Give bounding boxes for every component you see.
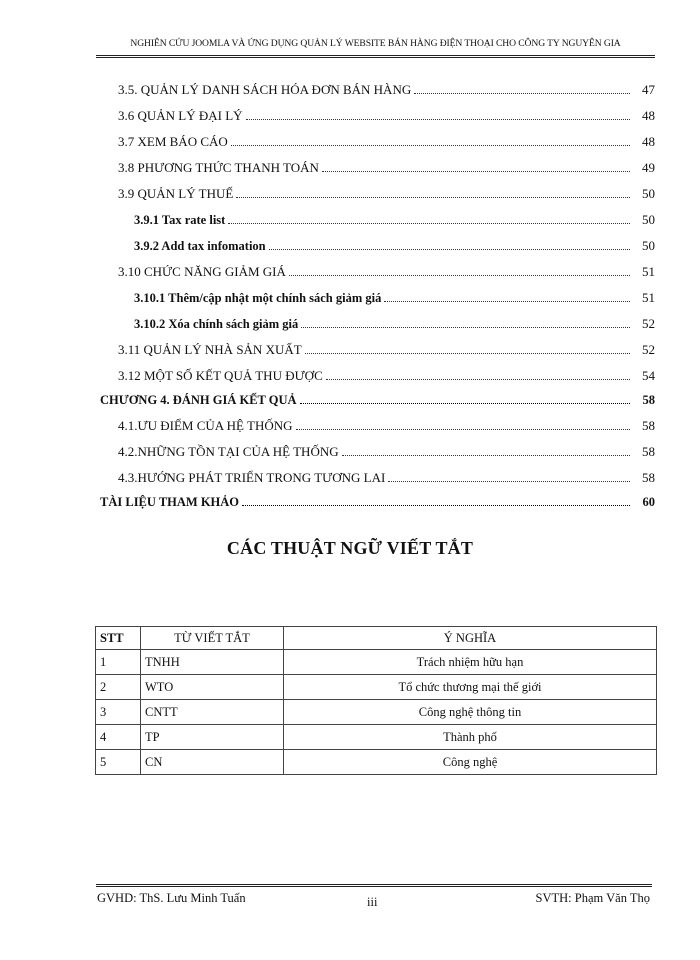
toc-entry-text: 3.11 QUẢN LÝ NHÀ SẢN XUẤT xyxy=(118,342,302,357)
cell-meaning: Công nghệ xyxy=(284,750,657,775)
toc-entry-4-2[interactable] xyxy=(118,442,655,460)
toc-entry-3-6[interactable] xyxy=(118,106,655,124)
toc-entry-page: 58 xyxy=(642,470,655,485)
toc-entry-page: 60 xyxy=(642,495,655,509)
toc-entry-page: 51 xyxy=(642,264,655,279)
toc-entry-text: 4.1.ƯU ĐIỂM CỦA HỆ THỐNG xyxy=(118,418,293,433)
table-row xyxy=(96,650,657,675)
toc-leader xyxy=(289,274,630,276)
toc-leader xyxy=(326,378,630,380)
cell-meaning: Trách nhiệm hữu hạn xyxy=(284,650,657,675)
toc-entry-text: 3.8 PHƯƠNG THỨC THANH TOÁN xyxy=(118,160,319,175)
footer-student: SVTH: Phạm Văn Thọ xyxy=(535,891,650,905)
cell-meaning: Thành phố xyxy=(284,725,657,750)
toc-leader xyxy=(322,170,630,172)
toc-leader xyxy=(388,480,630,482)
toc-entry-3-9-1[interactable] xyxy=(134,210,655,228)
toc-leader xyxy=(414,92,630,94)
toc-entry-4-1[interactable] xyxy=(118,416,655,434)
toc-entry-page: 58 xyxy=(642,444,655,459)
toc-entry-3-11[interactable] xyxy=(118,340,655,358)
cell-abbreviation: WTO xyxy=(141,675,284,700)
footer-advisor: GVHD: ThS. Lưu Minh Tuấn xyxy=(97,891,246,905)
toc-entry-3-5[interactable] xyxy=(118,80,655,98)
cell-stt: 1 xyxy=(96,650,141,675)
toc-entry-page: 58 xyxy=(642,393,655,407)
toc-entry-3-12[interactable] xyxy=(118,366,655,384)
toc-entry-text: 3.7 XEM BÁO CÁO xyxy=(118,134,228,149)
toc-entry-page: 51 xyxy=(642,290,655,305)
toc-entry-3-8[interactable] xyxy=(118,158,655,176)
toc-entry-page: 50 xyxy=(642,238,655,253)
toc-leader xyxy=(305,352,630,354)
toc-entry-text: 3.6 QUẢN LÝ ĐẠI LÝ xyxy=(118,108,243,123)
cell-stt: 4 xyxy=(96,725,141,750)
footer-page-number: iii xyxy=(367,895,378,909)
toc-leader xyxy=(342,454,630,456)
cell-stt: 3 xyxy=(96,700,141,725)
toc-leader xyxy=(236,196,630,198)
cell-abbreviation: TNHH xyxy=(141,650,284,675)
toc-entry-page: 54 xyxy=(642,368,655,383)
table-header-row xyxy=(96,627,657,650)
toc-entry-page: 50 xyxy=(642,212,655,227)
toc-entry-references[interactable] xyxy=(100,492,655,510)
toc-entry-text: 4.2.NHỮNG TỒN TẠI CỦA HỆ THỐNG xyxy=(118,444,339,459)
toc-entry-3-9-2[interactable] xyxy=(134,236,655,254)
toc-entry-text: 3.9 QUẢN LÝ THUẾ xyxy=(118,186,234,201)
toc-leader xyxy=(300,402,630,404)
toc-leader xyxy=(242,504,630,506)
toc-entry-text: TÀI LIỆU THAM KHẢO xyxy=(100,495,240,509)
toc-leader xyxy=(231,144,630,146)
toc-entry-page: 48 xyxy=(642,134,655,149)
toc-entry-text: 3.12 MỘT SỐ KẾT QUẢ THU ĐƯỢC xyxy=(118,368,323,383)
toc-entry-3-9[interactable] xyxy=(118,184,655,202)
toc-entry-text: 4.3.HƯỚNG PHÁT TRIỂN TRONG TƯƠNG LAI xyxy=(118,470,386,485)
toc-entry-page: 49 xyxy=(642,160,655,175)
toc-entry-page: 47 xyxy=(642,82,655,97)
toc-leader xyxy=(228,222,630,224)
toc-leader xyxy=(301,326,630,328)
toc-entry-3-10-2[interactable] xyxy=(134,314,655,332)
toc-entry-page: 58 xyxy=(642,418,655,433)
column-header-stt: STT xyxy=(96,627,141,650)
toc-entry-4-3[interactable] xyxy=(118,468,655,486)
toc-entry-text: 3.5. QUẢN LÝ DANH SÁCH HÓA ĐƠN BÁN HÀNG xyxy=(118,82,412,97)
toc-leader xyxy=(269,248,630,250)
toc-entry-page: 50 xyxy=(642,186,655,201)
toc-entry-text: 3.9.2 Add tax infomation xyxy=(134,239,266,253)
footer-rule xyxy=(96,884,652,887)
table-row xyxy=(96,675,657,700)
column-header-abbreviation: TỪ VIẾT TẮT xyxy=(141,627,284,650)
cell-meaning: Tổ chức thương mại thế giới xyxy=(284,675,657,700)
toc-entry-3-10-1[interactable] xyxy=(134,288,655,306)
cell-abbreviation: TP xyxy=(141,725,284,750)
toc-leader xyxy=(384,300,630,302)
toc-entry-text: 3.10 CHỨC NĂNG GIẢM GIÁ xyxy=(118,264,286,279)
toc-entry-text: 3.10.2 Xóa chính sách giảm giá xyxy=(134,317,299,331)
table-row xyxy=(96,750,657,775)
toc-entry-chapter-4[interactable] xyxy=(100,390,655,408)
toc-entry-text: 3.9.1 Tax rate list xyxy=(134,213,226,227)
cell-abbreviation: CNTT xyxy=(141,700,284,725)
cell-stt: 2 xyxy=(96,675,141,700)
cell-stt: 5 xyxy=(96,750,141,775)
toc-entry-page: 52 xyxy=(642,316,655,331)
cell-abbreviation: CN xyxy=(141,750,284,775)
column-header-meaning: Ý NGHĨA xyxy=(284,627,657,650)
toc-entry-page: 48 xyxy=(642,108,655,123)
toc-leader xyxy=(296,428,630,430)
toc-entry-text: 3.10.1 Thêm/cập nhật một chính sách giảm giá xyxy=(134,291,382,305)
toc-entry-page: 52 xyxy=(642,342,655,357)
abbreviations-title: CÁC THUẬT NGỮ VIẾT TẮT xyxy=(226,538,474,558)
toc-entry-3-10[interactable] xyxy=(118,262,655,280)
abbreviations-table xyxy=(95,626,657,775)
toc-entry-3-7[interactable] xyxy=(118,132,655,150)
cell-meaning: Công nghệ thông tin xyxy=(284,700,657,725)
toc-leader xyxy=(246,118,630,120)
header-rule xyxy=(96,55,655,58)
table-row xyxy=(96,725,657,750)
running-header: NGHIÊN CỨU JOOMLA VÀ ỨNG DỤNG QUẢN LÝ WEBSITE BÁN HÀNG ĐIỆN THOẠI CHO CÔNG TY NGUYÊN GIA xyxy=(130,38,621,49)
table-row xyxy=(96,700,657,725)
toc-entry-text: CHƯƠNG 4. ĐÁNH GIÁ KẾT QUẢ xyxy=(100,393,297,407)
